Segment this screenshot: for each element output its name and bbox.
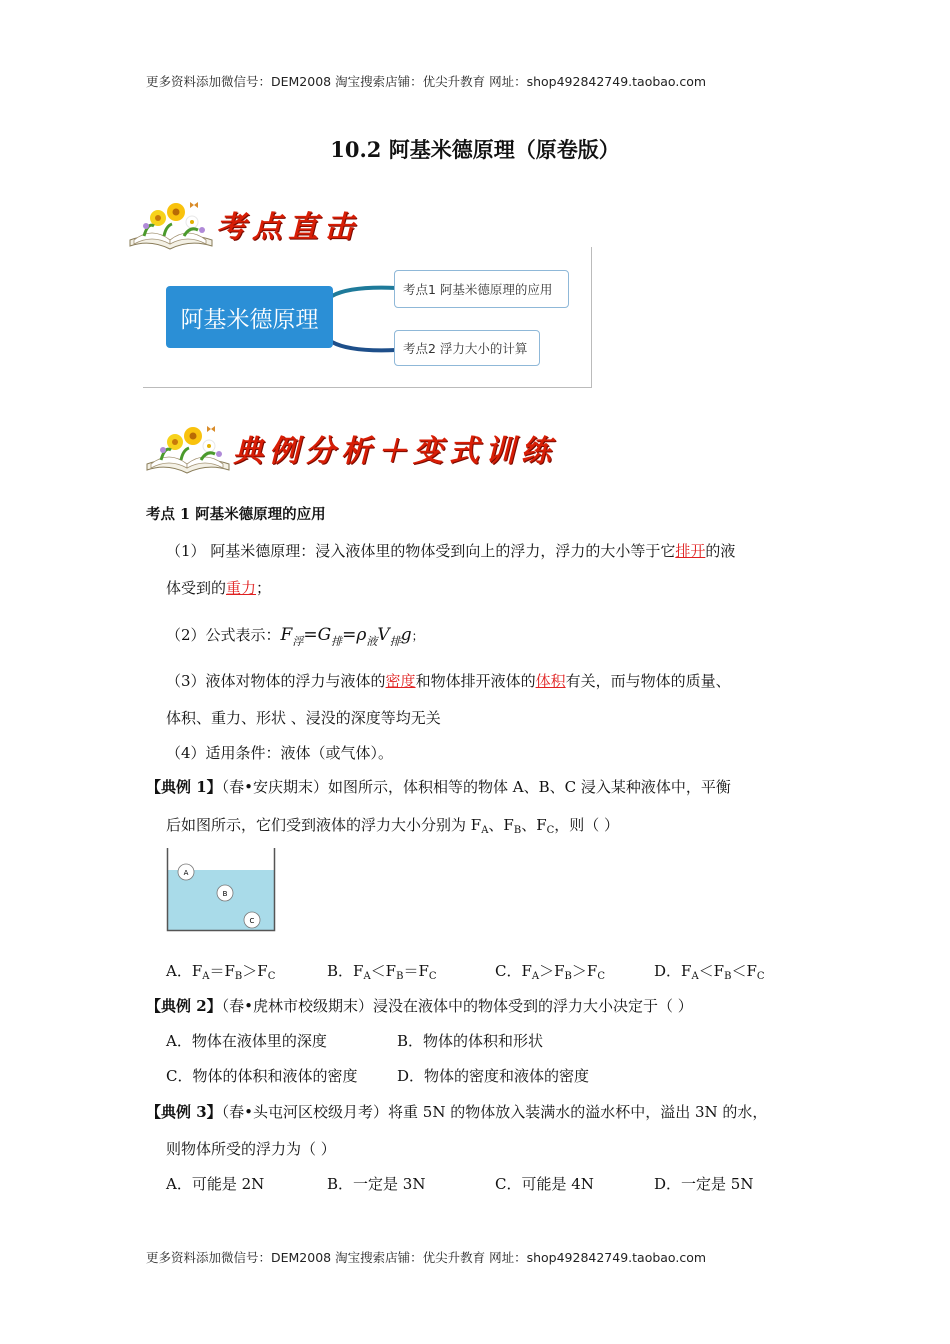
paragraph-3-line-2: 体积、重力、形状 、浸没的深度等均无关 (166, 709, 441, 727)
opt-sub: B (396, 971, 404, 982)
section-banner-1 (124, 196, 360, 252)
opt-sub: B (564, 971, 572, 982)
banner-2-text: 典例分析＋变式训练 (233, 434, 557, 469)
ex3-option-c[interactable]: C．可能是 4N (495, 1175, 594, 1193)
formula-V: V (377, 625, 390, 645)
ex1-option-a[interactable] (166, 961, 275, 987)
p3-text-a: （3）液体对物体的浮力与液体的 (166, 672, 386, 690)
opt-text: ＜F (370, 962, 397, 980)
ball-c-label: C (249, 917, 255, 925)
page-title: 10.2 阿基米德原理（原卷版） (330, 137, 620, 162)
ex2-option-c[interactable]: C．物体的体积和液体的密度 (166, 1067, 358, 1085)
formula-g: g (400, 625, 412, 645)
opt-label: B．F (327, 962, 364, 980)
ex1-sub-a: A (481, 825, 489, 836)
mind-map-root: 阿基米德原理 (166, 286, 333, 348)
ex3-option-a[interactable]: A．可能是 2N (166, 1175, 265, 1193)
p1-text-d: ； (256, 579, 272, 597)
opt-text: ＞F (242, 962, 268, 980)
opt-sub: C (428, 971, 437, 982)
page-header: 更多资料添加微信号：DEM2008 淘宝搜索店铺：优尖升教育 网址：shop492842749.taobao.com (146, 74, 707, 89)
opt-sub: A (363, 971, 371, 982)
opt-text: ＝F (209, 962, 235, 980)
ball-b-label: B (222, 890, 228, 898)
p3-answer-1: 密度 (385, 672, 416, 690)
example-1-line-1 (146, 777, 731, 797)
paragraph-1-line-1 (166, 541, 735, 561)
ex1-option-b[interactable] (327, 961, 437, 987)
opt-label: C．F (495, 962, 532, 980)
section-heading: 考点 1 阿基米德原理的应用 (146, 506, 326, 523)
opt-text: ＞F (571, 962, 598, 980)
paragraph-4: （4）适用条件：液体（或气体）。 (166, 744, 394, 762)
p3-text-c: 有关，而与物体的质量、 (565, 672, 731, 690)
example-1-line-2 (166, 815, 619, 841)
ex2-option-d[interactable]: D．物体的密度和液体的密度 (397, 1067, 590, 1085)
formula-G-sub: 排 (331, 635, 343, 648)
ex2-option-b[interactable]: B．物体的体积和形状 (397, 1032, 544, 1050)
paragraph-1-line-2 (166, 578, 271, 598)
book-flower-icon (124, 196, 216, 252)
ex1-text-c: 、F (521, 816, 547, 834)
example-3-tag: 【典例 3】 (146, 1103, 222, 1121)
book-flower-icon (141, 420, 233, 476)
opt-text: ＜F (731, 962, 757, 980)
formula-eq1: =G (303, 625, 332, 645)
ex1-sub-b: B (513, 825, 522, 836)
page-footer: 更多资料添加微信号：DEM2008 淘宝搜索店铺：优尖升教育 网址：shop492842749.taobao.com (146, 1250, 707, 1265)
mind-map-node-2: 考点2 浮力大小的计算 (394, 330, 540, 366)
opt-sub: A (531, 971, 540, 982)
mind-map-node-1: 考点1 阿基米德原理的应用 (394, 270, 569, 308)
ex1-sub-c: C (546, 825, 555, 836)
ex1-text-a: 后如图所示，它们受到液体的浮力大小分别为 F (166, 816, 482, 834)
ex3-option-b[interactable]: B．一定是 3N (327, 1175, 426, 1193)
ex1-option-d[interactable] (654, 961, 765, 987)
example-2-text: （春•虎林市校级期末）浸没在液体中的物体受到的浮力大小决定于（ ） (221, 997, 693, 1015)
example-2-tag: 【典例 2】 (146, 997, 222, 1015)
opt-text: ＝F (403, 962, 429, 980)
formula-eq2: =ρ (342, 625, 367, 645)
p1-answer-2: 重力 (226, 579, 257, 597)
ex1-text-d: ，则（ ） (554, 816, 620, 834)
p1-answer-1: 排开 (675, 542, 706, 560)
formula-end: ； (411, 629, 424, 643)
example-3-text: （春•头屯河区校级月考）将重 5N 的物体放入装满水的溢水杯中，溢出 3N 的水， (221, 1103, 768, 1121)
p3-answer-2: 体积 (535, 672, 566, 690)
formula-V-sub: 排 (389, 635, 401, 648)
banner-1-text: 考点直击 (216, 210, 360, 245)
example-3-line-2: 则物体所受的浮力为（ ） (166, 1140, 336, 1158)
opt-sub: B (234, 971, 243, 982)
ball-a-label: A (183, 869, 189, 877)
formula-F: F (280, 625, 293, 645)
opt-label: A．F (166, 962, 203, 980)
opt-label: D．F (654, 962, 692, 980)
opt-sub: C (597, 971, 605, 982)
ex2-option-a[interactable]: A．物体在液体里的深度 (166, 1032, 327, 1050)
opt-sub: A (202, 971, 210, 982)
ex1-text-b: 、F (488, 816, 514, 834)
example-3-line-1 (146, 1102, 767, 1122)
formula-F-sub: 浮 (292, 635, 304, 648)
p1-text-c: 体受到的 (166, 579, 227, 597)
opt-sub: C (267, 971, 276, 982)
buoyancy-formula (280, 625, 412, 648)
section-banner-2 (141, 420, 557, 476)
formula-label: （2）公式表示： (166, 626, 281, 644)
paragraph-2 (166, 622, 424, 655)
p3-text-b: 和物体排开液体的 (415, 672, 536, 690)
opt-sub: C (756, 971, 765, 982)
beaker-figure (166, 848, 276, 932)
example-2-line-1 (146, 996, 693, 1016)
opt-sub: A (691, 971, 699, 982)
p1-text-a: （1） 阿基米德原理：浸入液体里的物体受到向上的浮力，浮力的大小等于它 (166, 542, 676, 560)
formula-rho-sub: 液 (366, 635, 378, 648)
mind-map-connectors (330, 280, 400, 360)
paragraph-3-line-1 (166, 671, 731, 691)
p1-text-b: 的液 (705, 542, 736, 560)
opt-sub: B (724, 971, 732, 982)
ex3-option-d[interactable]: D．一定是 5N (654, 1175, 754, 1193)
example-1-text: （春•安庆期末）如图所示，体积相等的物体 A、B、C 浸入某种液体中，平衡 (221, 778, 731, 796)
opt-text: ＞F (539, 962, 565, 980)
example-1-tag: 【典例 1】 (146, 778, 222, 796)
ex1-option-c[interactable] (495, 961, 605, 987)
opt-text: ＜F (698, 962, 725, 980)
